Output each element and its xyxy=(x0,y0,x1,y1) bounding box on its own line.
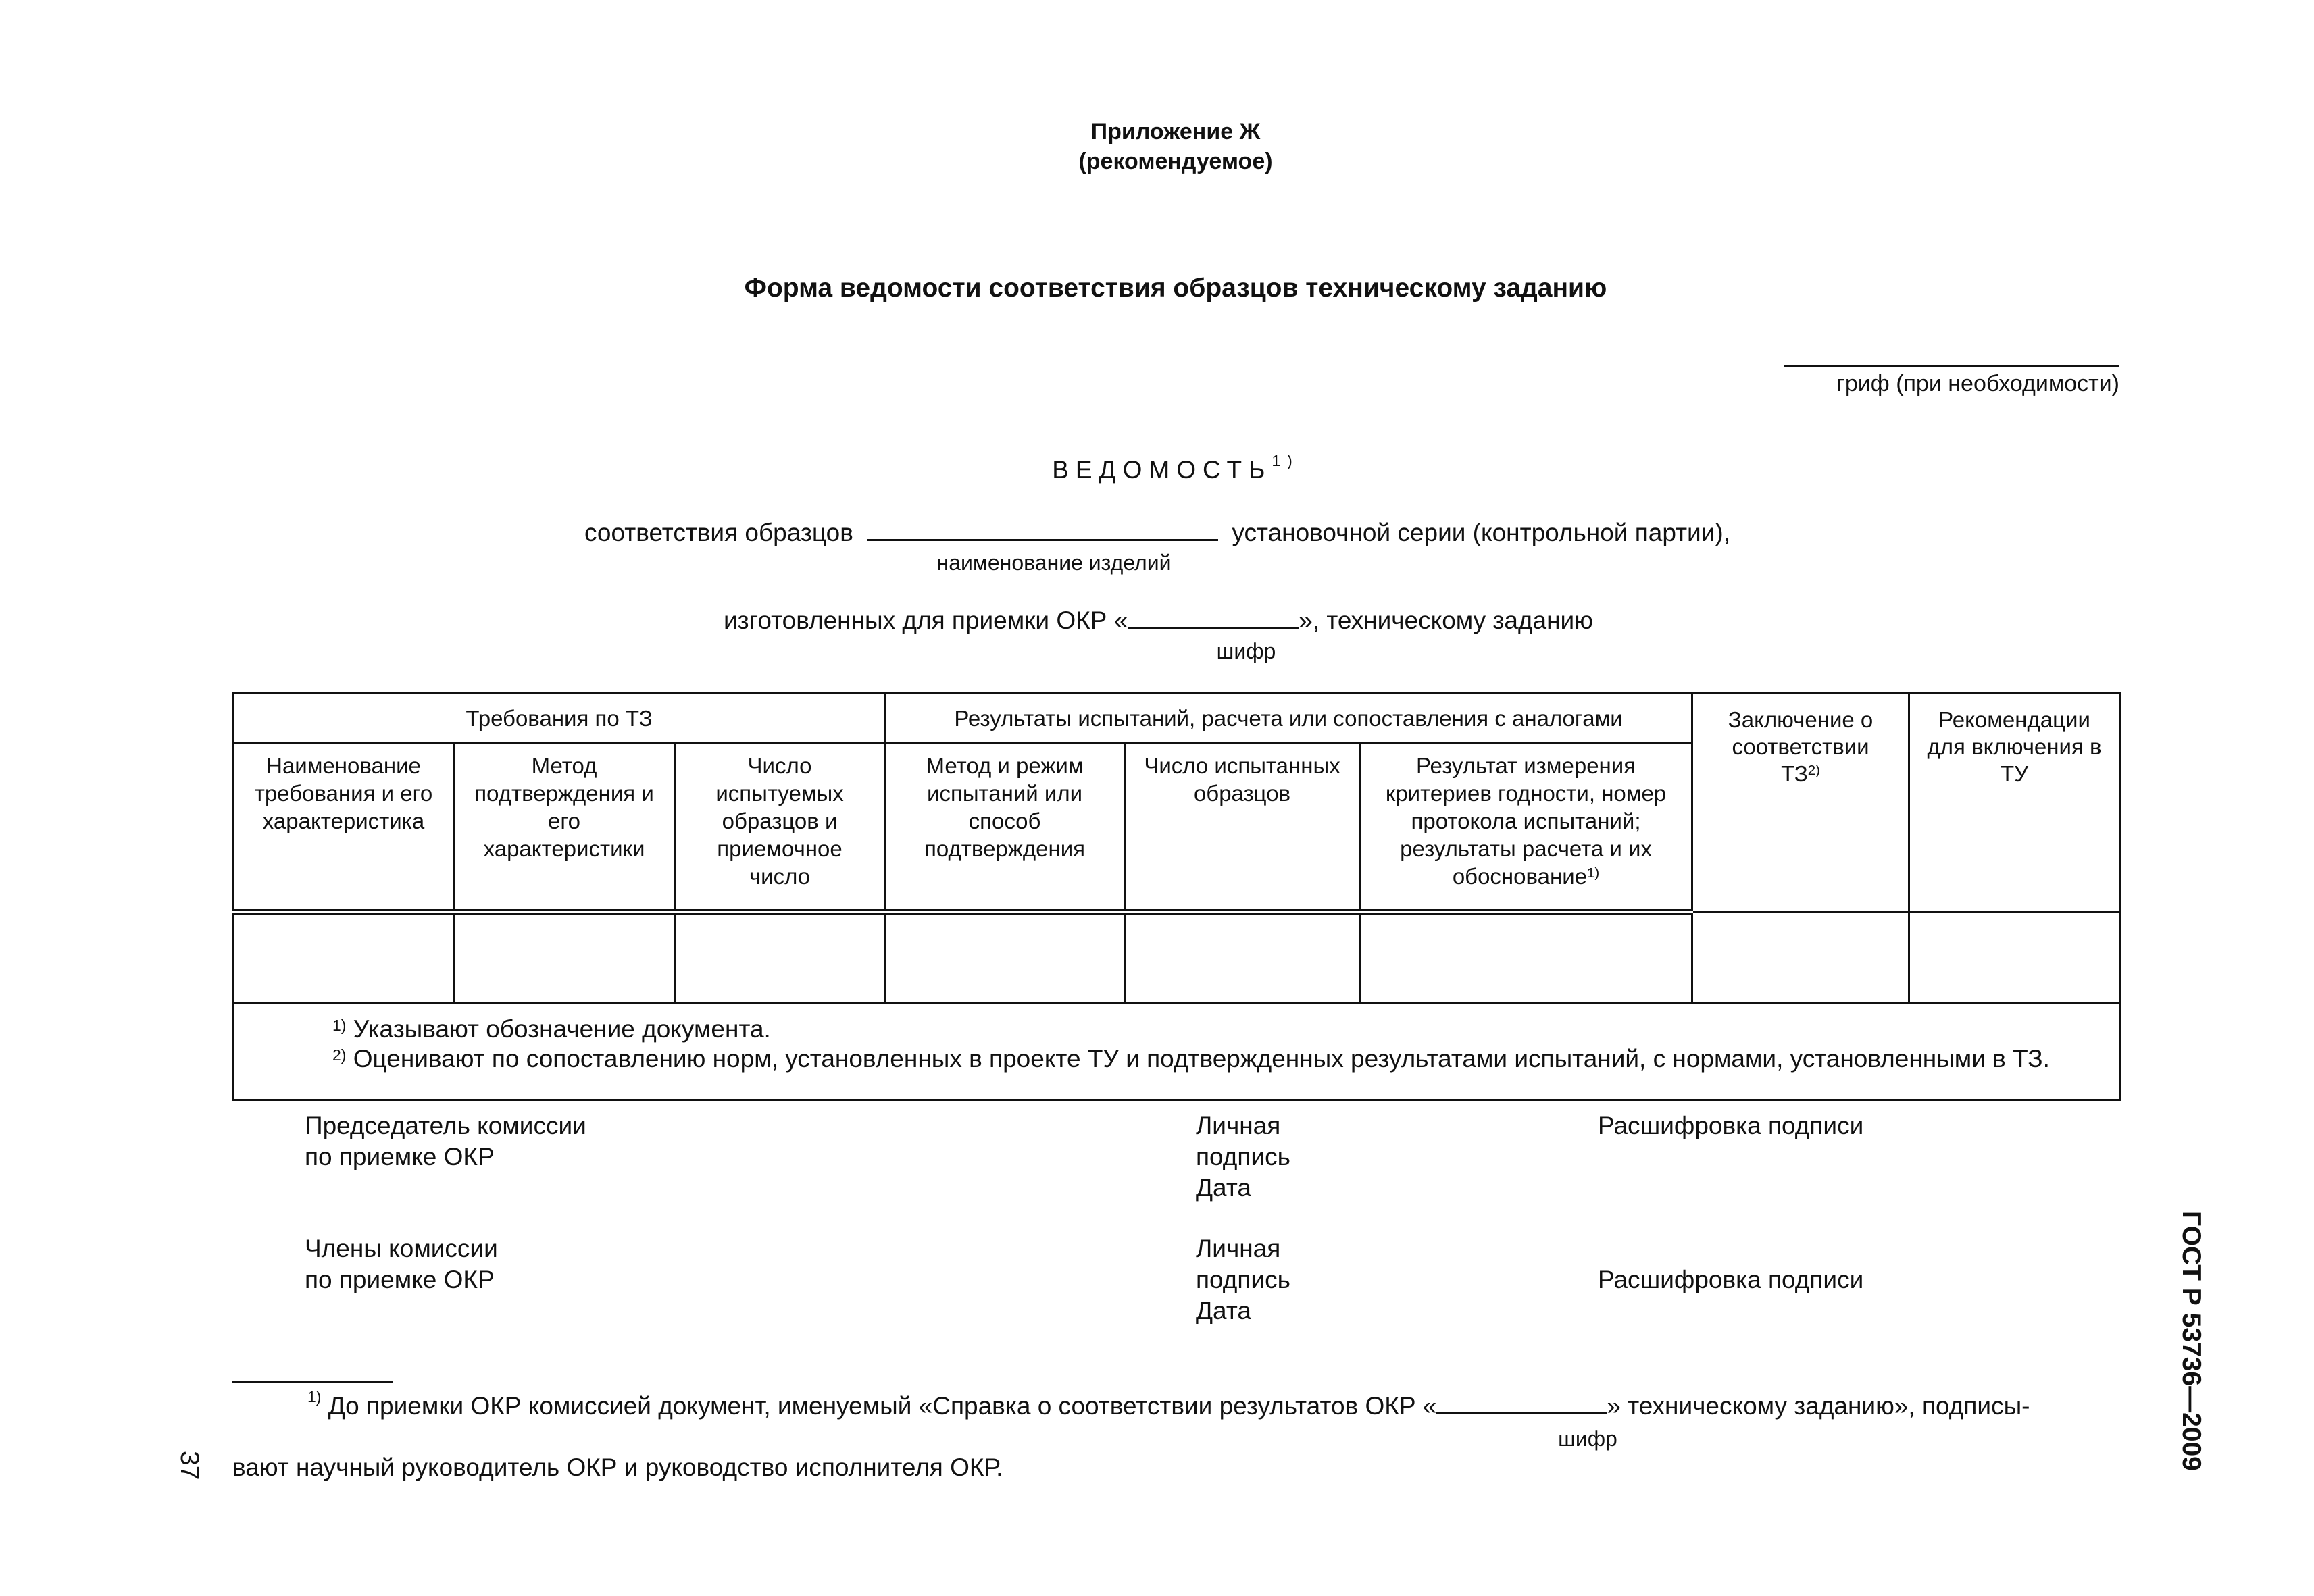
header-measurement-result-text: Результат измерения критериев годности, номер протокола испытаний; результаты расчета и их обоснование xyxy=(1385,753,1667,889)
product-name-line xyxy=(584,519,1730,547)
footnote-line2: вают научный руководитель ОКР и руководство исполнителя ОКР. xyxy=(232,1453,1003,1481)
chairman-label xyxy=(305,1110,586,1173)
okr-code-caption: шифр xyxy=(1216,639,1276,663)
document-title-text: ВЕДОМОСТЬ xyxy=(1052,456,1272,484)
header-recommendations xyxy=(1909,694,2120,912)
date-label: Дата xyxy=(1196,1174,1251,1202)
members-signature-block xyxy=(1196,1233,1290,1327)
header-measurement-result xyxy=(1360,743,1692,912)
table-row xyxy=(234,912,2120,1003)
members-label-line2: по приемке ОКР xyxy=(305,1266,495,1293)
table-note-mark: 1) xyxy=(332,1016,347,1035)
table-note xyxy=(332,1014,2119,1044)
header-tested-count-text: Число испытанных образцов xyxy=(1144,753,1340,806)
signature-label-line2: подпись xyxy=(1196,1143,1290,1170)
footnote-code-caption: шифр xyxy=(1558,1426,1617,1451)
table-notes xyxy=(234,1003,2120,1100)
table-note xyxy=(332,1044,2119,1074)
grif-label: гриф (при необходимости) xyxy=(1836,371,2119,396)
chairman-signature-block xyxy=(1196,1110,1290,1204)
header-test-method xyxy=(885,743,1125,912)
product-name-caption: наименование изделий xyxy=(936,550,1172,575)
header-confirmation-method xyxy=(454,743,675,912)
form-title: Форма ведомости соответствия образцов техническому заданию xyxy=(744,274,1607,303)
compliance-table xyxy=(232,692,2121,1101)
footnote-line1 xyxy=(307,1388,2030,1420)
page-number: 37 xyxy=(175,1451,204,1481)
table-note-mark: 2) xyxy=(332,1046,347,1064)
product-line-start: соответствия образцов xyxy=(584,519,853,546)
header-measurement-result-footnote-mark: 1) xyxy=(1587,865,1600,881)
header-sample-count-text: Число испытуемых образцов и приемочное число xyxy=(715,753,844,889)
header-conclusion-footnote-mark: 2) xyxy=(1807,762,1820,778)
chairman-label-line1: Председатель комиссии xyxy=(305,1112,586,1139)
header-conclusion-text: Заключение о соответствии ТЗ xyxy=(1728,707,1873,786)
appendix-status: (рекомендуемое) xyxy=(1078,149,1273,174)
okr-code-blank[interactable] xyxy=(1128,607,1299,629)
signature-label-line1: Личная xyxy=(1196,1235,1281,1262)
header-sample-count xyxy=(675,743,885,912)
table-cell[interactable] xyxy=(454,912,675,1003)
chairman-decoding-label: Расшифровка подписи xyxy=(1598,1112,1864,1139)
signature-label-line2: подпись xyxy=(1196,1266,1290,1293)
footnote-text-end: » техническому заданию», подписы- xyxy=(1607,1392,2030,1420)
table-cell[interactable] xyxy=(1692,912,1909,1003)
appendix-title: Приложение Ж xyxy=(1090,119,1261,145)
footnote-code-blank[interactable] xyxy=(1436,1392,1607,1414)
okr-line-start: изготовленных для приемки ОКР « xyxy=(724,607,1128,634)
product-name-blank[interactable] xyxy=(867,519,1218,541)
okr-line-end: », техническому заданию xyxy=(1299,607,1593,634)
header-group-requirements: Требования по ТЗ xyxy=(234,694,885,743)
table-cell[interactable] xyxy=(885,912,1125,1003)
table-cell[interactable] xyxy=(675,912,885,1003)
table-cell[interactable] xyxy=(1125,912,1360,1003)
members-label xyxy=(305,1233,498,1295)
header-group-results: Результаты испытаний, расчета или сопоставления с аналогами xyxy=(885,694,1692,743)
chairman-label-line2: по приемке ОКР xyxy=(305,1143,495,1170)
signature-label-line1: Личная xyxy=(1196,1112,1281,1139)
header-requirement-name-text: Наименование требования и его характеристика xyxy=(254,753,433,833)
footnote-text-start: До приемки ОКР комиссией документ, именуемый «Справка о соответствии результатов ОКР « xyxy=(328,1392,1437,1420)
okr-code-line xyxy=(724,607,1593,635)
table-note-text: Оценивают по сопоставлению норм, установленных в проекте ТУ и подтвержденных результатами испытаний, с нормами, установленными в ТЗ. xyxy=(353,1045,2050,1073)
header-conclusion xyxy=(1692,694,1909,912)
table-cell[interactable] xyxy=(234,912,454,1003)
grif-signature-line xyxy=(1784,365,2119,367)
header-tested-count xyxy=(1125,743,1360,912)
header-recommendations-text: Рекомендации для включения в ТУ xyxy=(1927,707,2102,786)
product-line-end: установочной серии (контрольной партии), xyxy=(1232,519,1730,546)
table-note-text: Указывают обозначение документа. xyxy=(353,1015,771,1043)
members-decoding-label: Расшифровка подписи xyxy=(1598,1266,1864,1293)
standard-id: ГОСТ Р 53736—2009 xyxy=(2177,1211,2206,1471)
footnote-rule xyxy=(232,1381,393,1383)
table-cell[interactable] xyxy=(1360,912,1692,1003)
header-confirmation-method-text: Метод подтверждения и его характеристики xyxy=(474,753,654,861)
footnote-mark: 1) xyxy=(307,1388,322,1406)
table-cell[interactable] xyxy=(1909,912,2120,1003)
document-title-footnote-mark: 1) xyxy=(1272,452,1299,470)
header-test-method-text: Метод и режим испытаний или способ подтверждения xyxy=(924,753,1085,861)
members-label-line1: Члены комиссии xyxy=(305,1235,498,1262)
date-label: Дата xyxy=(1196,1297,1251,1324)
header-requirement-name xyxy=(234,743,454,912)
document-title xyxy=(0,452,2314,484)
